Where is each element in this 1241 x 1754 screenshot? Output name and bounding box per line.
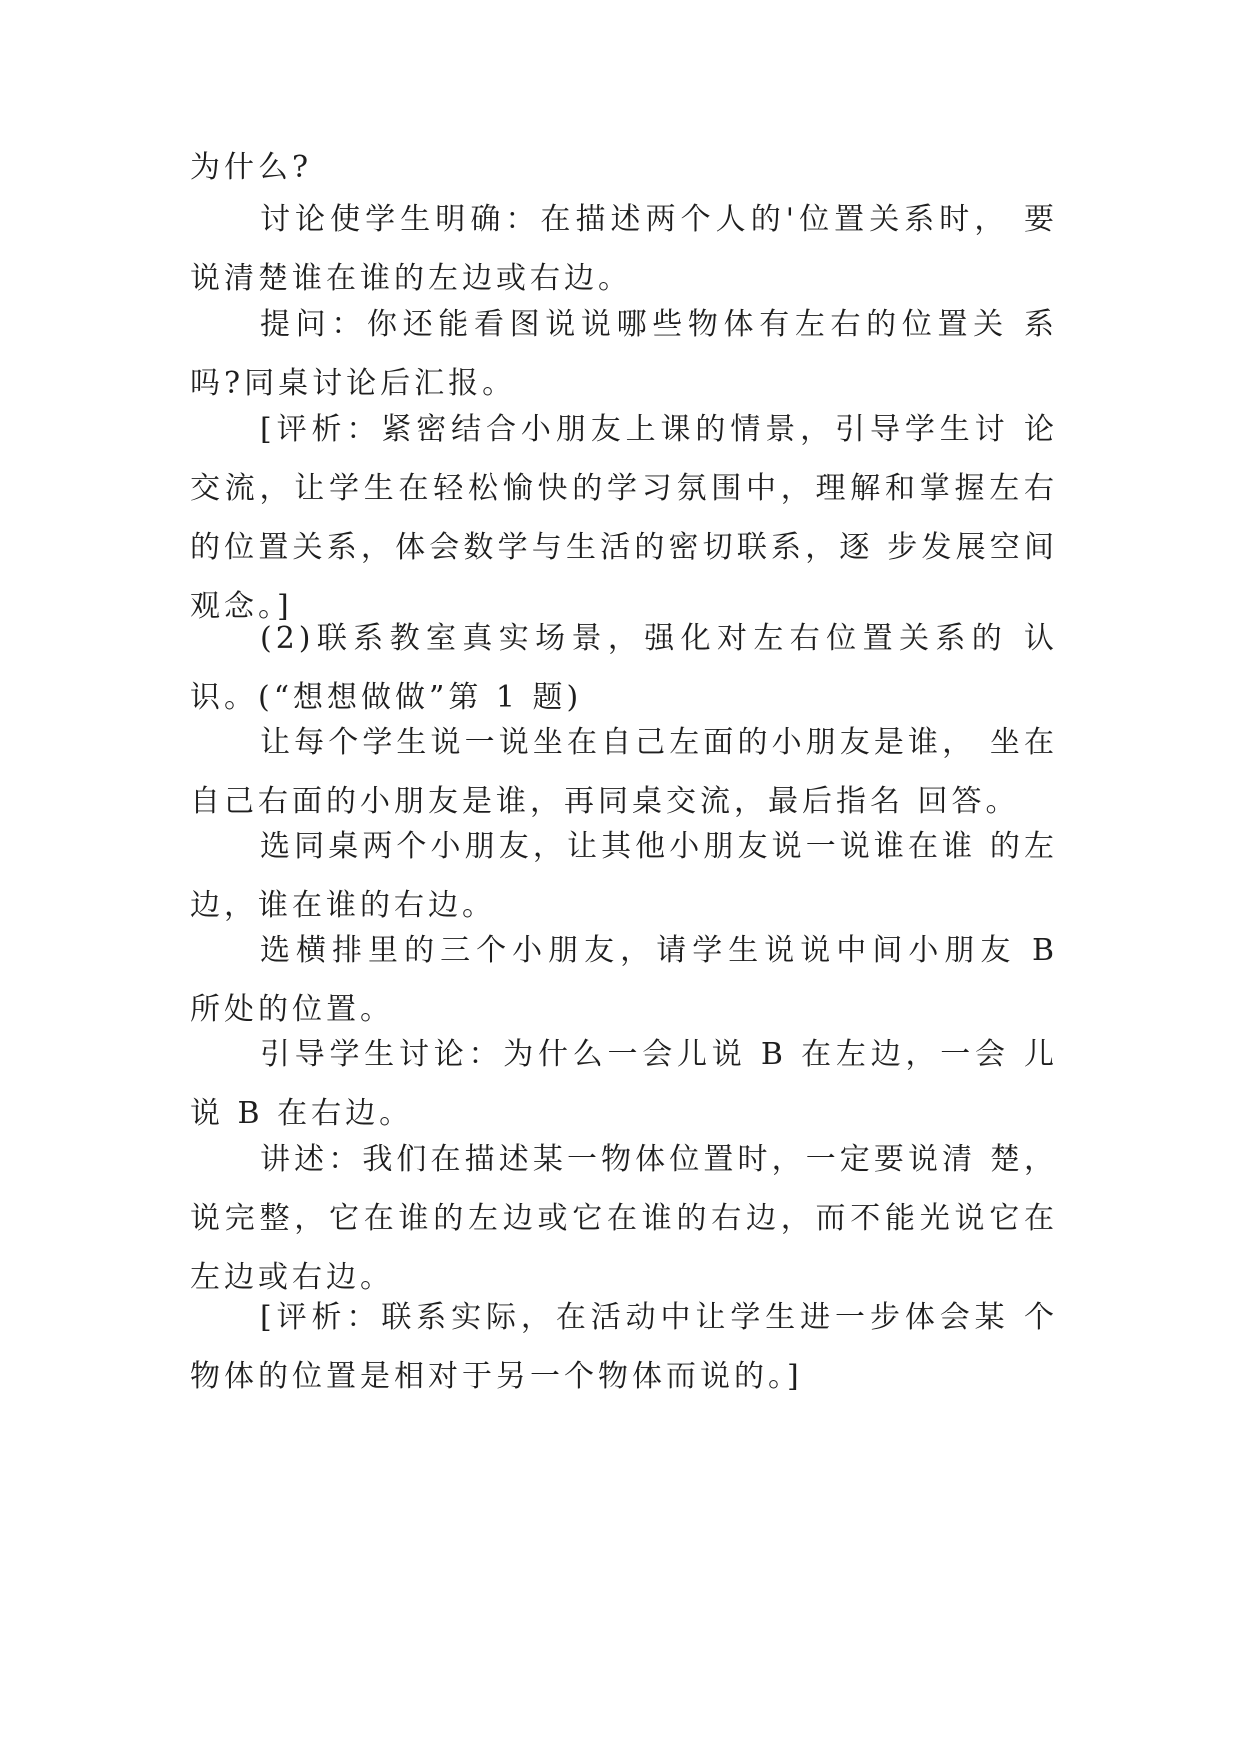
paragraph-question: 提问：你还能看图说说哪些物体有左右的位置关 系吗?同桌讨论后汇报。 [190,307,1058,401]
paragraph-activity-3: 选横排里的三个小朋友，请学生说说中间小朋友 B 所处的位置。 [190,933,1058,1027]
paragraph-commentary-2: [评析：联系实际，在活动中让学生进一步体会某 个物体的位置是相对于另一个物体而说的。] [190,1300,1058,1394]
paragraph-guided-discussion: 引导学生讨论：为什么一会儿说 B 在左边，一会 儿说 B 在右边。 [190,1037,1058,1131]
paragraph-explanation: 讲述：我们在描述某一物体位置时，一定要说清 楚，说完整，它在谁的左边或它在谁的右边，而不能光说它在左边或右边。 [190,1142,1058,1295]
paragraph-why: 为什么? [190,150,313,185]
paragraph-activity-2: 选同桌两个小朋友，让其他小朋友说一说谁在谁 的左边，谁在谁的右边。 [190,829,1058,923]
paragraph-section-2: (2)联系教室真实场景，强化对左右位置关系的 认识。(“想想做做”第 1 题) [190,621,1058,715]
paragraph-commentary-1: [评析：紧密结合小朋友上课的情景，引导学生讨 论交流，让学生在轻松愉快的学习氛围中，理解和掌握左右的位置关系，体会数学与生活的密切联系，逐 步发展空间观念。] [190,412,1058,624]
paragraph-activity-1: 让每个学生说一说坐在自己左面的小朋友是谁， 坐在自己右面的小朋友是谁，再同桌交流，最后指名 回答。 [190,725,1058,819]
paragraph-discussion: 讨论使学生明确：在描述两个人的'位置关系时， 要说清楚谁在谁的左边或右边。 [190,202,1058,296]
